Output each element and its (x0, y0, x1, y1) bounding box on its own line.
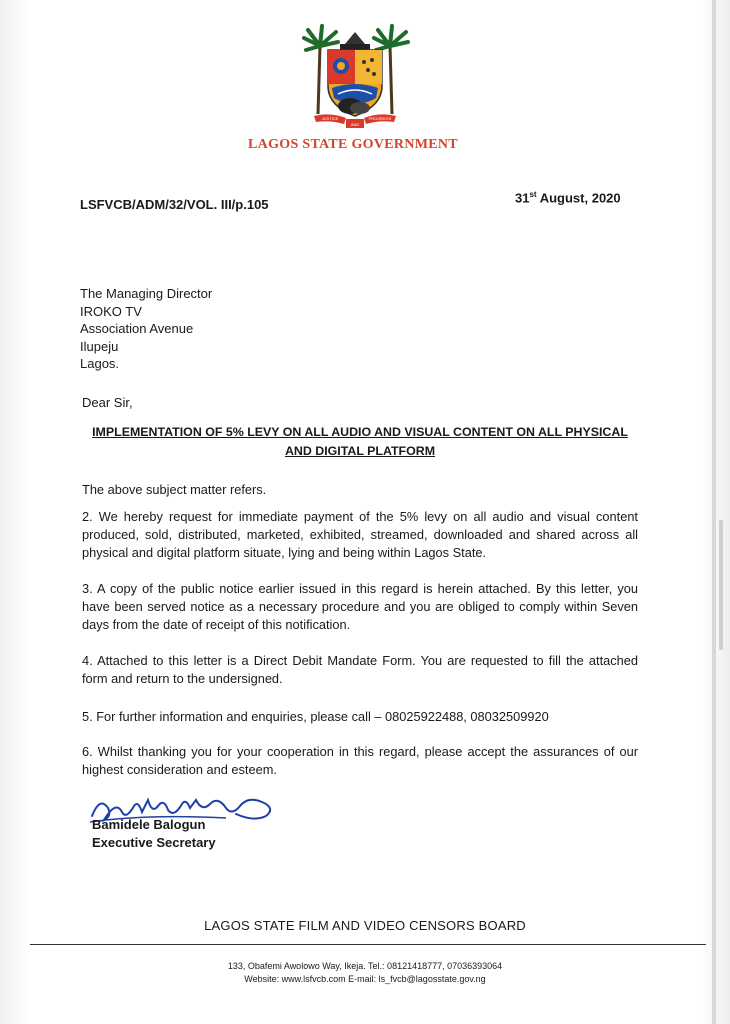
crest-motto-center: AND (350, 122, 360, 127)
board-name: LAGOS STATE FILM AND VIDEO CENSORS BOARD (204, 918, 526, 933)
paragraph-3: 3. A copy of the public notice earlier issued in this regard is herein attached. By this letter, you have been served notice as a necessary procedure and you are obliged to comply within Seven days from the date of receipt of this notification. (82, 581, 638, 632)
crest-motto-right: PROGRESS (368, 116, 392, 121)
paragraph-intro: The above subject matter refers. (82, 482, 267, 497)
paragraph-2: 2. We hereby request for immediate payment of the 5% levy on all audio and visual content produced, sold, distributed, marketed, exhibited, streamed, downloaded and shared across all physical and digital platform situate, lying and being within Lagos State. (82, 509, 638, 560)
recipient-line: Lagos. (80, 356, 120, 371)
recipient-line: The Managing Director (80, 286, 213, 301)
footer-contact (0, 960, 730, 986)
recipient-line: Ilupeju (80, 338, 119, 354)
recipient-line: Association Avenue (80, 321, 194, 336)
date-suffix: st (529, 190, 537, 199)
lagos-coat-of-arms-icon (300, 24, 410, 134)
paragraph-6: 6. Whilst thanking you for your cooperation in this regard, please accept the assurances of our highest consideration and esteem. (82, 744, 638, 777)
paragraph-4: 4. Attached to this letter is a Direct Debit Mandate Form. You are requested to fill the attached form and return to the undersigned. (82, 653, 638, 686)
signer-name: Bamidele Balogun (92, 817, 206, 832)
recipient-line: IROKO TV (80, 303, 142, 319)
signatory (92, 816, 216, 852)
footer-web-email: Website: www.lsfvcb.com E-mail: ls_fvcb@lagosstate.gov.ng (244, 974, 486, 984)
date-rest: August, 2020 (536, 190, 621, 206)
scrollbar-thumb[interactable] (719, 520, 723, 650)
footer-divider (30, 944, 706, 945)
footer-address: 133, Obafemi Awolowo Way, Ikeja. Tel.: 08121418777, 07036393064 (227, 961, 503, 971)
paragraph-5: 5. For further information and enquiries, please call – 08025922488, 08032509920 (82, 709, 549, 724)
reference-number: LSFVCB/ADM/32/VOL. III/p.105 (80, 197, 269, 212)
subject-heading: IMPLEMENTATION OF 5% LEVY ON ALL AUDIO AND VISUAL CONTENT ON ALL PHYSICAL AND DIGITAL PLATFORM (92, 425, 628, 458)
letter-date (515, 190, 621, 205)
government-title: LAGOS STATE GOVERNMENT (248, 137, 458, 152)
crest-motto-left: JUSTICE (321, 116, 339, 121)
signer-title: Executive Secretary (92, 835, 216, 850)
salutation: Dear Sir, (82, 395, 133, 410)
page-edge (712, 0, 716, 1024)
recipient-address (80, 285, 212, 373)
date-day: 31 (515, 190, 530, 206)
